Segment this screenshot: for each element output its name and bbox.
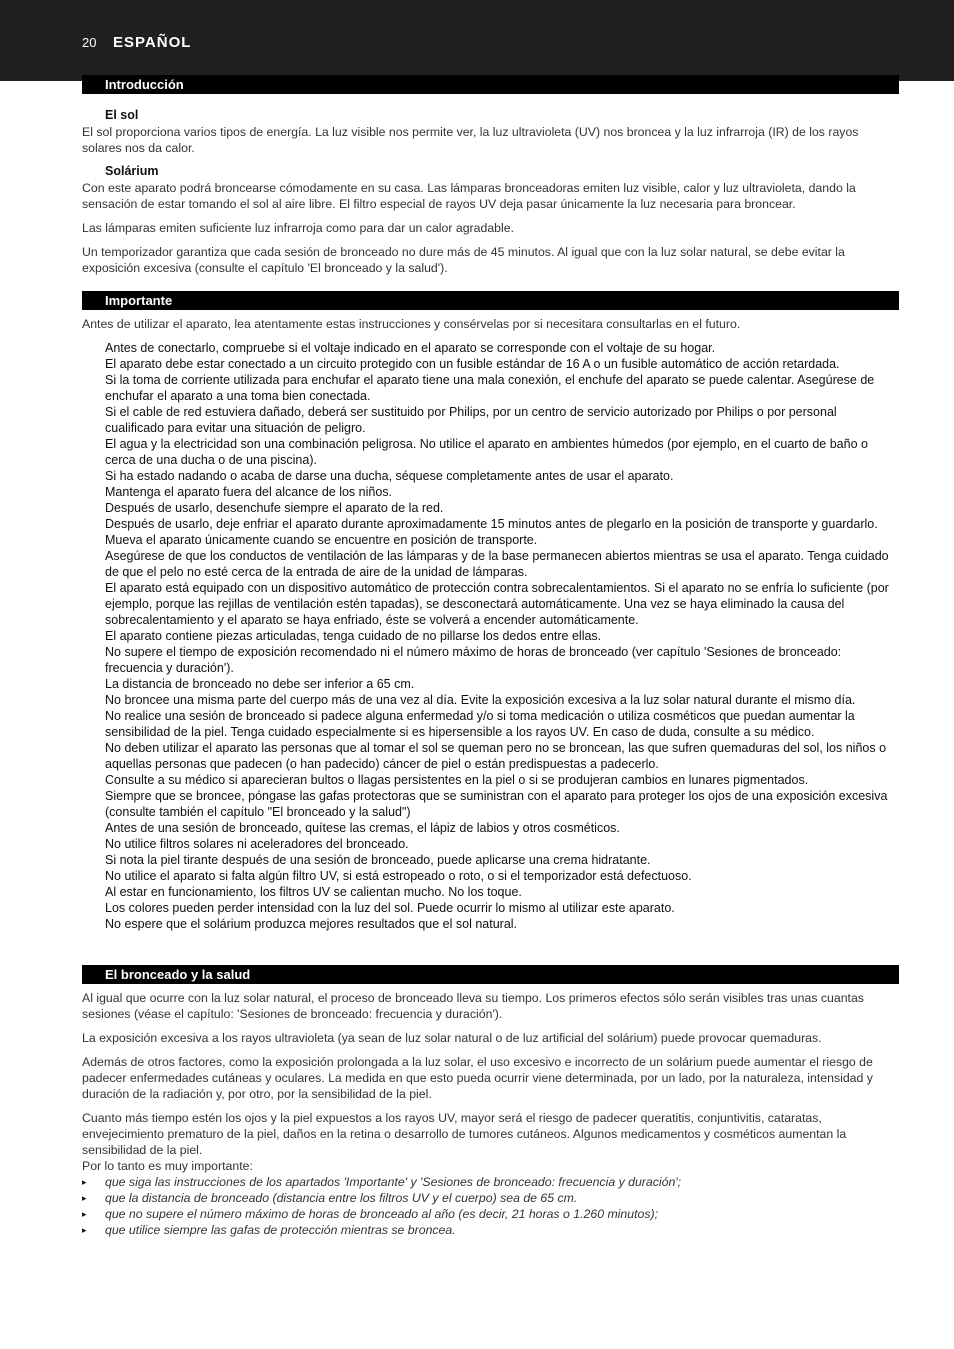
- list-item: No realice una sesión de bronceado si padece alguna enfermedad y/o si toma medicación o utiliza cosméticos que puedan aumentar la sensibilidad de la piel. Tenga cuidado especialmente si es hipersensible a los rayos UV. En caso de duda, consulte a su médico.: [105, 709, 855, 739]
- page-number: 20: [82, 35, 97, 50]
- bullet-icon: ▸: [82, 1177, 87, 1187]
- bullet-text: que utilice siempre las gafas de protección mientras se broncea.: [105, 1223, 456, 1237]
- list-item: El aparato contiene piezas articuladas, tenga cuidado de no pillarse los dedos entre ellas.: [105, 629, 602, 643]
- paragraph: Además de otros factores, como la exposición prolongada a la luz solar, el uso excesivo e incorrecto de un solárium puede aumentar el riesgo de padecer enfermedades cutáneas y oculares. La medida en que esto pueda ocurrir viene determinada, por un lado, por la naturaleza, intensidad y duración de la radiación y, por otro, por la sensibilidad de la piel.: [82, 1055, 873, 1101]
- paragraph: Las lámparas emiten suficiente luz infrarroja como para dar un calor agradable.: [82, 221, 514, 235]
- paragraph: Con este aparato podrá broncearse cómodamente en su casa. Las lámparas bronceadoras emiten luz visible, calor y luz ultravioleta, dando la sensación de estar tomando el sol al aire libre. El filtro especial de rayos UV deja pasar únicamente la luz necesaria para broncear.: [82, 181, 856, 211]
- list-item: No espere que el solárium produzca mejores resultados que el sol natural.: [105, 917, 518, 931]
- subheading-solarium: Solárium: [105, 164, 159, 178]
- list-item: Consulte a su médico si aparecieran bultos o llagas persistentes en la piel o si se produjeran cambios en lunares pigmentados.: [105, 773, 809, 787]
- paragraph: Por lo tanto es muy importante:: [82, 1159, 253, 1173]
- section-title: El bronceado y la salud: [105, 967, 251, 982]
- list-item: No deben utilizar el aparato las personas que al tomar el sol se queman pero no se broncean, las que sufren quemaduras del sol, los niños o aquellas personas que padecen (o han padecido) cáncer de piel o están predispuestas a padecerlo.: [105, 741, 887, 771]
- list-item: No broncee una misma parte del cuerpo más de una vez al día. Evite la exposición excesiva a la luz solar natural durante el mismo día.: [105, 693, 856, 707]
- paragraph: La exposición excesiva a los rayos ultravioleta (ya sean de luz solar natural o de luz artificial del solárium) puede provocar quemaduras.: [82, 1031, 822, 1045]
- list-item: Si la toma de corriente utilizada para enchufar el aparato tiene una mala conexión, el enchufe del aparato se puede calentar. Asegúrese de enchufar el aparato a una toma bien conectada.: [105, 373, 875, 403]
- list-item: Al estar en funcionamiento, los filtros UV se calientan mucho. No los toque.: [105, 885, 522, 899]
- bullet-icon: ▸: [82, 1193, 87, 1203]
- list-item: [82, 1190, 897, 1206]
- list-item: Si nota la piel tirante después de una sesión de bronceado, puede aplicarse una crema hidratante.: [105, 853, 651, 867]
- list-item: Antes de conectarlo, compruebe si el voltaje indicado en el aparato se corresponde con el voltaje de su hogar.: [105, 341, 716, 355]
- subheading-el-sol: El sol: [105, 108, 139, 122]
- bullet-text: que siga las instrucciones de los apartados 'Importante' y 'Sesiones de bronceado: frecuencia y duración';: [105, 1175, 682, 1189]
- paragraph: Al igual que ocurre con la luz solar natural, el proceso de bronceado lleva su tiempo. Los primeros efectos sólo serán visibles tras unas cuantas sesiones (véase el capítulo: 'Sesiones de bronceado: frecuencia y duración').: [82, 991, 864, 1021]
- list-item: El agua y la electricidad son una combinación peligrosa. No utilice el aparato en ambientes húmedos (por ejemplo, en el cuarto de baño o cerca de una ducha o de una piscina).: [105, 437, 868, 467]
- list-item: Antes de una sesión de bronceado, quítese las cremas, el lápiz de labios y otros cosméticos.: [105, 821, 620, 835]
- section-heading-important: [82, 291, 899, 310]
- paragraph: Cuanto más tiempo estén los ojos y la piel expuestos a los rayos UV, mayor será el riesgo de padecer queratitis, conjuntivitis, cataratas, envejecimiento prematuro de la piel, daños en la retina o desarrollo de tumores cutáneos. Algunos medicamentos y cosméticos aumentan la sensibilidad de la piel.: [82, 1111, 847, 1157]
- list-item: El aparato debe estar conectado a un circuito protegido con un fusible estándar de 16 A o un fusible automático de acción retardada.: [105, 357, 840, 371]
- paragraph: Un temporizador garantiza que cada sesión de bronceado no dure más de 45 minutos. Al igual que con la luz solar natural, se debe evitar la exposición excesiva (consulte el capítulo 'El bronceado y la salud').: [82, 245, 845, 275]
- list-item: El aparato está equipado con un dispositivo automático de protección contra sobrecalentamientos. Si el aparato no se enfría lo suficiente (por ejemplo, porque las rejillas de ventilación estén tapadas), se desconectará automáticamente. Una vez se haya eliminado la causa del sobrecalentamiento y el aparato se haya enfriado, éste se volverá a encender automáticamente.: [105, 581, 889, 627]
- important-list: [105, 340, 899, 932]
- section-title: Introducción: [105, 77, 184, 92]
- list-item: La distancia de bronceado no debe ser inferior a 65 cm.: [105, 677, 415, 691]
- list-item: No utilice filtros solares ni aceleradores del bronceado.: [105, 837, 409, 851]
- list-item: Después de usarlo, desenchufe siempre el aparato de la red.: [105, 501, 444, 515]
- list-item: [82, 1222, 897, 1238]
- page-header-bar: [0, 0, 954, 81]
- language-title: ESPAÑOL: [113, 34, 192, 51]
- list-item: [82, 1174, 897, 1190]
- list-item: Si ha estado nadando o acaba de darse una ducha, séquese completamente antes de usar el aparato.: [105, 469, 674, 483]
- bullet-text: que no supere el número máximo de horas de bronceado al año (es decir, 21 horas o 1.260 minutos);: [105, 1207, 659, 1221]
- paragraph: Antes de utilizar el aparato, lea atentamente estas instrucciones y consérvelas por si necesitara consultarlas en el futuro.: [82, 317, 741, 331]
- list-item: [82, 1206, 897, 1222]
- bullet-icon: ▸: [82, 1209, 87, 1219]
- list-item: No utilice el aparato si falta algún filtro UV, si está estropeado o roto, o si el temporizador está defectuoso.: [105, 869, 692, 883]
- bullet-icon: ▸: [82, 1225, 87, 1235]
- section-title: Importante: [105, 293, 173, 308]
- list-item: Siempre que se broncee, póngase las gafas protectoras que se suministran con el aparato para proteger los ojos de una exposición excesiva (consulte también el capítulo "El bronceado y la salud"): [105, 789, 888, 819]
- list-item: Después de usarlo, deje enfriar el aparato durante aproximadamente 15 minutos antes de plegarlo en la posición de transporte y guardarlo.: [105, 517, 878, 531]
- list-item: Si el cable de red estuviera dañado, deberá ser sustituido por Philips, por un centro de servicio autorizado por Philips o por personal cualificado para evitar una situación de peligro.: [105, 405, 837, 435]
- list-item: Mantenga el aparato fuera del alcance de los niños.: [105, 485, 392, 499]
- list-item: No supere el tiempo de exposición recomendado ni el número máximo de horas de bronceado (ver capítulo 'Sesiones de bronceado: frecuencia y duración').: [105, 645, 842, 675]
- list-item: Asegúrese de que los conductos de ventilación de las lámparas y de la base permanecen abiertos mientras se usa el aparato. Tenga cuidado de que el pelo no esté cerca de la entrada de aire de la unidad de lámparas.: [105, 549, 889, 579]
- list-item: Mueva el aparato únicamente cuando se encuentre en posición de transporte.: [105, 533, 538, 547]
- health-bullet-list: [82, 1174, 897, 1238]
- list-item: Los colores pueden perder intensidad con la luz del sol. Puede ocurrir lo mismo al utilizar este aparato.: [105, 901, 675, 915]
- section-heading-health: [82, 965, 899, 984]
- bullet-text: que la distancia de bronceado (distancia entre los filtros UV y el cuerpo) sea de 65 cm.: [105, 1191, 578, 1205]
- paragraph: El sol proporciona varios tipos de energía. La luz visible nos permite ver, la luz ultravioleta (UV) nos broncea y la luz infrarroja (IR) de los rayos solares nos da calor.: [82, 125, 859, 155]
- section-heading-intro: [82, 75, 899, 94]
